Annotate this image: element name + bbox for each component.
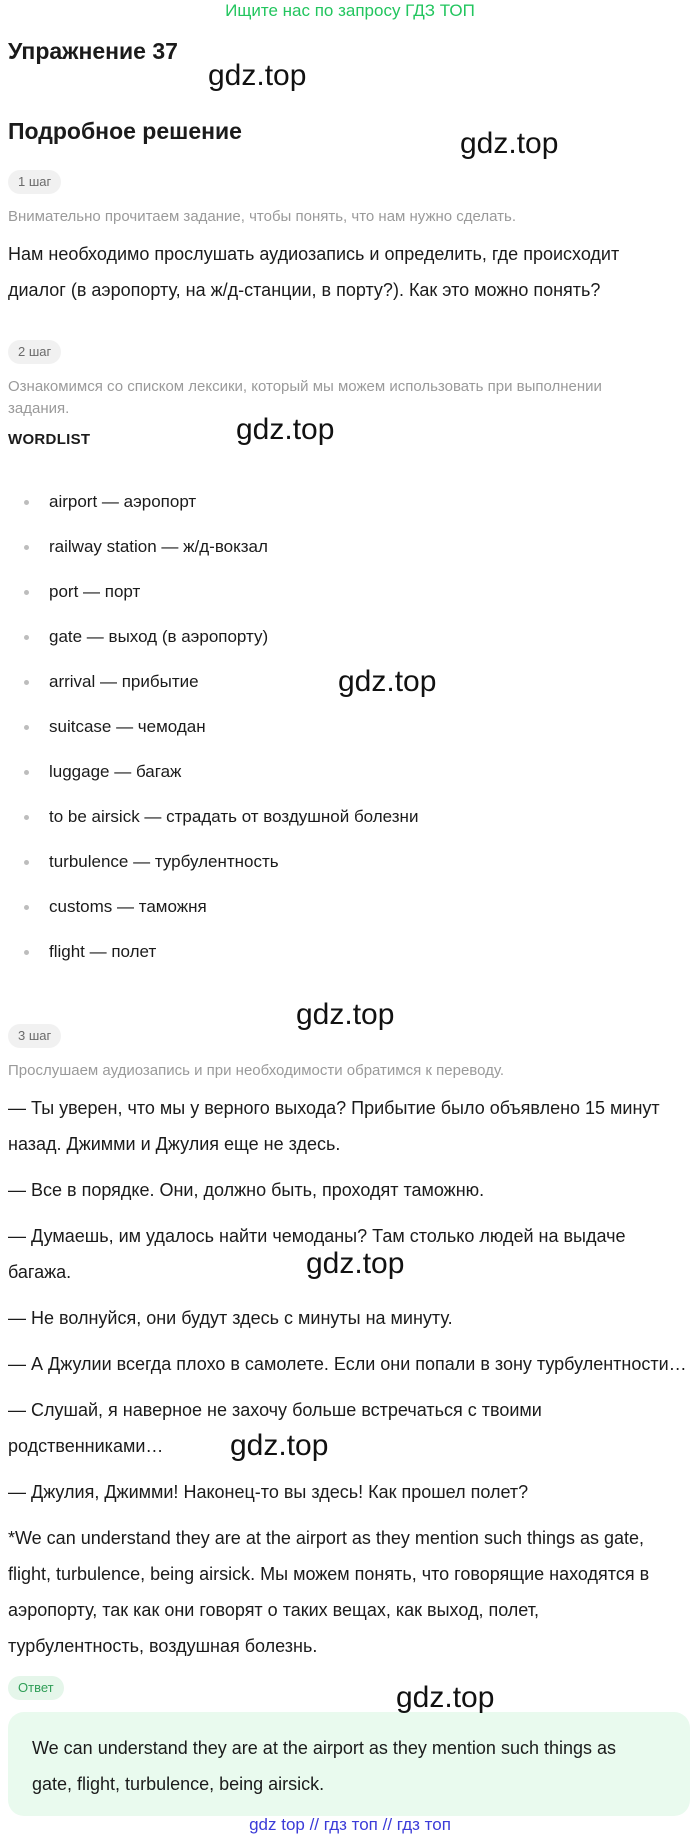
dialog-line: — Слушай, я наверное не захочу больше встречаться с твоими xyxy=(8,1400,542,1420)
bullet-icon xyxy=(24,770,29,775)
list-item-text: gate — выход (в аэропорту) xyxy=(49,627,269,646)
dialog-line: назад. Джимми и Джулия еще не здесь. xyxy=(8,1134,341,1154)
bullet-icon xyxy=(24,635,29,640)
watermark: gdz.top xyxy=(208,59,307,92)
step-hint: задания. xyxy=(8,400,70,417)
explanation-line: аэропорту, так как они говорят о таких вещах, как выход, полет, xyxy=(8,1600,539,1620)
watermark: gdz.top xyxy=(460,127,559,160)
answer-badge: Ответ xyxy=(8,1676,64,1700)
bullet-icon xyxy=(24,815,29,820)
dialog-line: — Все в порядке. Они, должно быть, проходят таможню. xyxy=(8,1180,485,1200)
step-hint: Внимательно прочитаем задание, чтобы понять, что нам нужно сделать. xyxy=(8,208,517,225)
step-badge: 2 шаг xyxy=(8,340,61,364)
list-item-text: airport — аэропорт xyxy=(49,492,197,511)
step-text-line: Нам необходимо прослушать аудиозапись и определить, где происходит xyxy=(8,244,620,264)
watermark: gdz.top xyxy=(338,665,437,698)
explanation-line: турбулентность, воздушная болезнь. xyxy=(8,1636,318,1656)
bullet-icon xyxy=(24,545,29,550)
bullet-icon xyxy=(24,680,29,685)
page-title: Упражнение 37 xyxy=(8,38,178,64)
section-title: Подробное решение xyxy=(8,118,242,144)
answer-text-line: gate, flight, turbulence, being airsick. xyxy=(32,1774,325,1794)
bullet-icon xyxy=(24,860,29,865)
explanation-line: flight, turbulence, being airsick. Мы можем понять, что говорящие находятся в xyxy=(8,1564,650,1584)
dialog-line: родственниками… xyxy=(8,1436,164,1456)
step-badge: 3 шаг xyxy=(8,1024,61,1048)
dialog-line: багажа. xyxy=(8,1262,72,1282)
step-hint: Ознакомимся со списком лексики, который мы можем использовать при выполнении xyxy=(8,378,602,395)
footer-links[interactable]: gdz top // гдз топ // гдз топ xyxy=(249,1815,451,1834)
bullet-icon xyxy=(24,905,29,910)
dialog-line: — Ты уверен, что мы у верного выхода? Прибытие было объявлено 15 минут xyxy=(8,1098,660,1118)
list-item-text: arrival — прибытие xyxy=(49,672,199,691)
watermark: gdz.top xyxy=(230,1429,329,1462)
dialog-line: — Не волнуйся, они будут здесь с минуты на минуту. xyxy=(8,1308,453,1328)
watermark: gdz.top xyxy=(396,1681,495,1714)
list-item-text: flight — полет xyxy=(49,942,157,961)
step-hint: Прослушаем аудиозапись и при необходимости обратимся к переводу. xyxy=(8,1062,505,1079)
watermark: gdz.top xyxy=(306,1247,405,1280)
watermark: gdz.top xyxy=(296,998,395,1031)
step-text-line: диалог (в аэропорту, на ж/д-станции, в порту?). Как это можно понять? xyxy=(8,280,601,300)
list-item-text: port — порт xyxy=(49,582,141,601)
bullet-icon xyxy=(24,950,29,955)
bullet-icon xyxy=(24,590,29,595)
top-banner: Ищите нас по запросу ГДЗ ТОП xyxy=(225,1,475,20)
dialog-line: — Думаешь, им удалось найти чемоданы? Там столько людей на выдаче xyxy=(8,1226,626,1246)
list-item-text: suitcase — чемодан xyxy=(49,717,206,736)
dialog-line: — А Джулии всегда плохо в самолете. Если они попали в зону турбулентности… xyxy=(8,1354,687,1374)
bullet-icon xyxy=(24,725,29,730)
bullet-icon xyxy=(24,500,29,505)
answer-text-line: We can understand they are at the airport as they mention such things as xyxy=(32,1738,617,1758)
list-item-text: to be airsick — страдать от воздушной болезни xyxy=(49,807,419,826)
list-item-text: turbulence — турбулентность xyxy=(49,852,279,871)
list-item-text: luggage — багаж xyxy=(49,762,182,781)
wordlist-title: WORDLIST xyxy=(8,431,91,448)
explanation-line: *We can understand they are at the airport as they mention such things as gate, xyxy=(8,1528,645,1548)
list-item-text: railway station — ж/д-вокзал xyxy=(49,537,268,556)
list-item-text: customs — таможня xyxy=(49,897,207,916)
dialog-line: — Джулия, Джимми! Наконец-то вы здесь! Как прошел полет? xyxy=(8,1482,529,1502)
watermark: gdz.top xyxy=(236,413,335,446)
step-badge: 1 шаг xyxy=(8,170,61,194)
